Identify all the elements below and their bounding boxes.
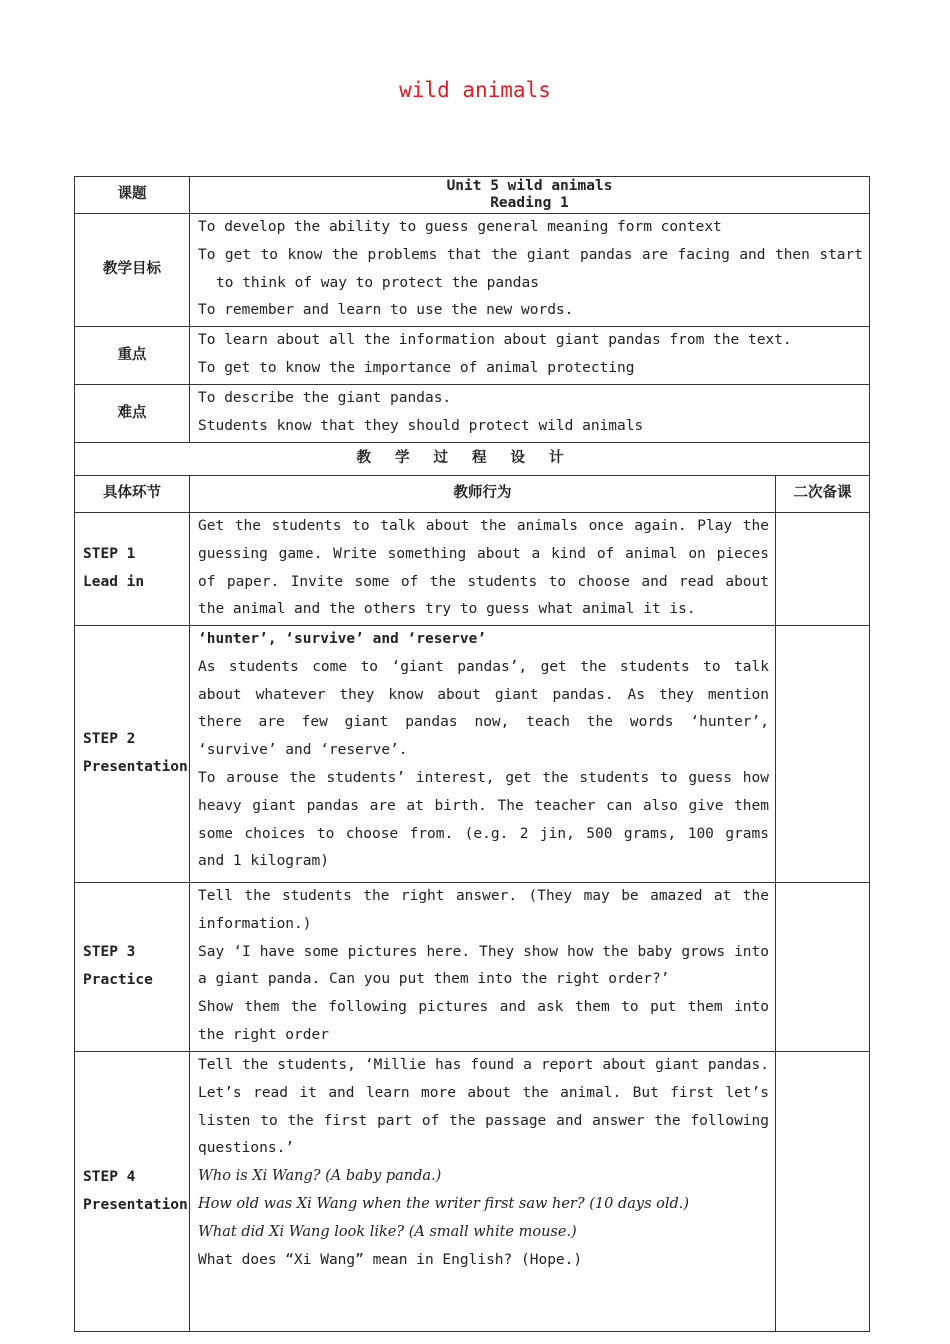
goals-label: 教学目标 bbox=[75, 214, 190, 327]
step-paragraph: Show them the following pictures and ask them to put them into the right order bbox=[198, 999, 769, 1043]
difficulty-cell bbox=[190, 385, 870, 443]
step-number: STEP 4 bbox=[83, 1168, 136, 1185]
question-item: How old was Xi Wang when the writer first saw her? (10 days old.) bbox=[198, 1195, 690, 1212]
step-paragraph: To arouse the students’ interest, get the students to guess how heavy giant pandas are at birth. The teacher can also give them some choices to choose from. (e.g. 2 jin, 500 grams, 100 grams and 1 kilogram) bbox=[198, 769, 769, 870]
step-name: Presentation bbox=[83, 1196, 188, 1213]
question-item: What does “Xi Wang” mean in English? (Hope.) bbox=[198, 1251, 583, 1268]
unit-title: Unit 5 wild animals bbox=[446, 178, 613, 194]
document-title: wild animals bbox=[399, 78, 551, 102]
col-header-teacher: 教师行为 bbox=[190, 476, 776, 513]
step-name: Practice bbox=[83, 972, 153, 988]
topic-cell bbox=[190, 177, 870, 214]
step-content bbox=[190, 626, 776, 883]
key-cell bbox=[190, 327, 870, 385]
col-header-notes: 二次备课 bbox=[776, 476, 870, 513]
notes-cell bbox=[776, 513, 870, 626]
step-paragraph: Tell the students the right answer. (They may be amazed at the information.) bbox=[198, 888, 769, 932]
goals-row bbox=[75, 214, 870, 327]
section-title: 教学过程设计 bbox=[75, 443, 870, 476]
column-header-row bbox=[75, 476, 870, 513]
step-paragraph: Say ‘I have some pictures here. They show how the baby grows into a giant panda. Can you put them into the right order?’ bbox=[198, 943, 769, 988]
step-content bbox=[190, 513, 776, 626]
step-label bbox=[75, 1052, 190, 1332]
topic-label: 课题 bbox=[75, 177, 190, 214]
step-label bbox=[75, 513, 190, 626]
section-title-row bbox=[75, 443, 870, 476]
step-content bbox=[190, 883, 776, 1052]
difficulty-row bbox=[75, 385, 870, 443]
vocabulary-words: ‘hunter’, ‘survive’ and ‘reserve’ bbox=[198, 631, 487, 647]
goal-item: To remember and learn to use the new words. bbox=[198, 302, 574, 319]
step-row bbox=[75, 1052, 870, 1332]
step-paragraph: Get the students to talk about the animals once again. Play the guessing game. Write something about a kind of animal on pieces of paper. Invite some of the students to choose and read about the animal and the others try to guess what animal it is. bbox=[198, 518, 769, 618]
question-item: Who is Xi Wang? (A baby panda.) bbox=[198, 1168, 442, 1185]
step-label bbox=[75, 626, 190, 883]
goals-cell bbox=[190, 214, 870, 327]
goal-item: To develop the ability to guess general meaning form context bbox=[198, 219, 722, 235]
step-paragraph: As students come to ‘giant pandas’, get the students to talk about whatever they know about giant pandas. As they mention there are few giant pandas now, teach the words ‘hunter’, ‘survive’ and ‘reserve’. bbox=[198, 658, 769, 759]
col-header-stage: 具体环节 bbox=[75, 476, 190, 513]
step-name: Presentation bbox=[83, 759, 188, 775]
key-item: To learn about all the information about giant pandas from the text. bbox=[198, 332, 792, 348]
step-row bbox=[75, 626, 870, 883]
question-item: What did Xi Wang look like? (A small white mouse.) bbox=[198, 1223, 577, 1240]
notes-cell bbox=[776, 1052, 870, 1332]
step-row bbox=[75, 883, 870, 1052]
notes-cell bbox=[776, 883, 870, 1052]
difficulty-item: Students know that they should protect wild animals bbox=[198, 417, 644, 434]
difficulty-label: 难点 bbox=[75, 385, 190, 443]
goal-item: To get to know the problems that the giant pandas are facing and then start to think of way to protect the pandas bbox=[198, 246, 863, 291]
step-number: STEP 2 bbox=[83, 731, 136, 748]
step-name: Lead in bbox=[83, 574, 145, 590]
step-row bbox=[75, 513, 870, 626]
key-label: 重点 bbox=[75, 327, 190, 385]
topic-row bbox=[75, 177, 870, 214]
key-row bbox=[75, 327, 870, 385]
step-number: STEP 3 bbox=[83, 944, 136, 961]
notes-cell bbox=[776, 626, 870, 883]
step-label bbox=[75, 883, 190, 1052]
difficulty-item: To describe the giant pandas. bbox=[198, 390, 452, 406]
reading-title: Reading 1 bbox=[490, 195, 569, 211]
step-paragraph: Tell the students, ‘Millie has found a report about giant pandas. Let’s read it and learn more about the animal. But first let’s listen to the first part of the passage and answer the following questions.’ bbox=[198, 1057, 769, 1157]
step-number: STEP 1 bbox=[83, 546, 136, 563]
lesson-plan-table bbox=[74, 176, 870, 1332]
step-content bbox=[190, 1052, 776, 1332]
key-item: To get to know the importance of animal protecting bbox=[198, 359, 635, 376]
